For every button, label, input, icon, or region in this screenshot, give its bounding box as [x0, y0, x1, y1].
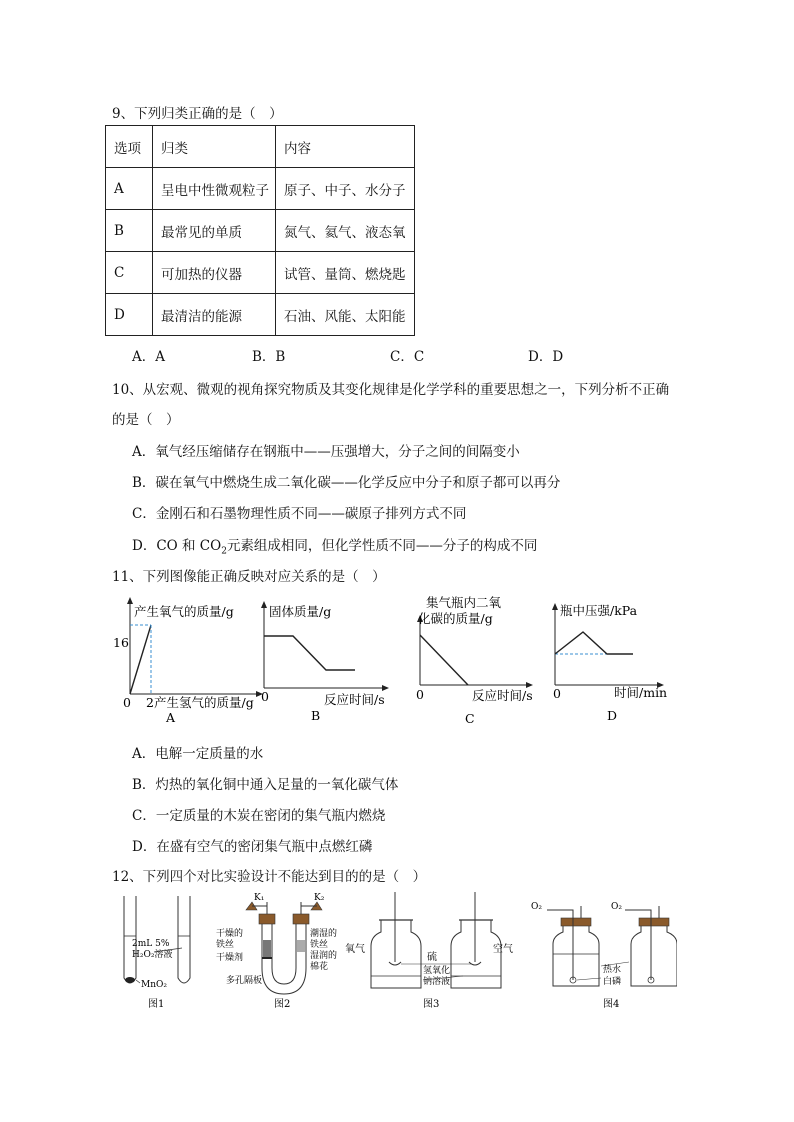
q10-option-b: B．碳在氧气中燃烧生成二氧化碳——化学反应中分子和原子都可以再分 [132, 475, 561, 491]
fig3-spoon-right [469, 962, 481, 965]
fig4-white-p: 白磷 [603, 977, 622, 987]
table-cell: 氮气、氦气、液态氧 [276, 210, 415, 252]
fig3-naoh-2: 钠溶液 [423, 977, 451, 987]
q11-option-a: A．电解一定质量的水 [132, 746, 264, 762]
graph-c-ylabel-1: 集气瓶内二氧 [426, 595, 502, 610]
table-row [106, 168, 415, 210]
fig2-u-tube-inner [272, 920, 296, 984]
q10-option-d-text-a: D．CO 和 CO [132, 538, 222, 554]
q9-option-a: A．A [132, 349, 165, 365]
fig2-k1: K₁ [254, 893, 265, 903]
graph-b-origin: 0 [261, 689, 269, 704]
fig4-hot-water: 热水 [603, 965, 622, 975]
fig3-oxygen: 氧气 [345, 944, 365, 955]
table-cell: 石油、风能、太阳能 [276, 294, 415, 336]
fig4-stopper-left [561, 918, 591, 926]
fig3-spoon-left [389, 962, 401, 965]
fig1-pointer-mno2 [136, 980, 140, 983]
q9-option-b: B．B [252, 349, 286, 365]
table-cell: 最清洁的能源 [153, 294, 276, 336]
table-cell: 原子、中子、水分子 [276, 168, 415, 210]
fig2-wet-cotton [297, 940, 305, 952]
fig1-mno2-powder [125, 977, 135, 983]
fig2-k2: K₂ [314, 893, 325, 903]
graph-d [547, 596, 672, 726]
graph-d-origin: 0 [553, 686, 561, 701]
graph-b-xlabel: 反应时间/s [324, 692, 385, 707]
q9-stem: 9、下列归类正确的是（ ） [112, 106, 283, 122]
graph-d-letter: D [607, 708, 618, 723]
q10-option-d [132, 534, 537, 557]
fig4-o2-left: O₂ [531, 902, 542, 912]
graph-c [412, 592, 547, 727]
graph-c-origin: 0 [416, 687, 424, 702]
fig3-bottle-left [371, 920, 421, 988]
table-cell: A [106, 168, 153, 210]
graph-a-x-tick: 2 [146, 695, 154, 710]
graph-a-letter: A [166, 710, 176, 725]
graph-d-line [555, 632, 633, 654]
graph-b-x-arrow [382, 685, 389, 691]
graph-b-y-arrow [261, 601, 267, 608]
fig3-sulfur: 硫 [427, 952, 437, 963]
table-header-cell: 归类 [153, 126, 276, 168]
table-cell: D [106, 294, 153, 336]
table-header-row [106, 126, 415, 168]
graph-b-ylabel: 固体质量/g [269, 604, 332, 619]
figure-4 [527, 892, 677, 1015]
fig2-desiccant [263, 940, 271, 958]
fig2-wet-wire-3: 湿润的 [310, 951, 338, 961]
table-cell: C [106, 252, 153, 294]
q10-option-c: C．金刚石和石墨物理性质不同——碳原子排列方式不同 [132, 506, 467, 522]
q10-option-d-sub: 2 [221, 546, 227, 557]
graph-c-line [420, 635, 468, 685]
fig1-test-tube-right [178, 896, 190, 983]
fig4-o2-right: O₂ [611, 902, 622, 912]
graph-a-origin: 0 [123, 695, 131, 710]
table-cell: 最常见的单质 [153, 210, 276, 252]
table-cell: 呈电中性微观粒子 [153, 168, 276, 210]
q11-option-c: C．一定质量的木炭在密闭的集气瓶内燃烧 [132, 808, 386, 824]
fig2-dry-wire-2: 铁丝 [216, 940, 235, 950]
q9-table [105, 125, 415, 336]
q10-option-d-text-b: 元素组成相同，但化学性质不同——分子的构成不同 [226, 538, 538, 554]
fig2-plate-label: 多孔隔板 [226, 976, 263, 986]
graph-b-letter: B [311, 708, 321, 723]
fig3-naoh-1: 氢氧化 [423, 966, 451, 976]
q11-stem: 11、下列图像能正确反映对应关系的是（ ） [112, 569, 386, 585]
table-header-cell: 选项 [106, 126, 153, 168]
fig1-label-1: 2mL 5% [132, 939, 170, 949]
fig2-wet-wire-4: 棉花 [310, 962, 329, 972]
graph-b-line [264, 636, 355, 670]
fig4-bottle-left [553, 924, 599, 986]
q9-option-d: D．D [528, 349, 564, 365]
graph-b [258, 596, 398, 726]
graph-c-xlabel: 反应时间/s [472, 688, 533, 703]
q10-option-a: A．氧气经压缩储存在钢瓶中——压强增大，分子之间的间隔变小 [132, 444, 520, 460]
table-cell: 试管、量筒、燃烧匙 [276, 252, 415, 294]
q11-option-b: B．灼热的氧化铜中通入足量的一氧化碳气体 [132, 777, 399, 793]
table-row [106, 210, 415, 252]
fig4-caption: 图4 [603, 999, 620, 1010]
fig1-mno2: MnO₂ [141, 980, 167, 990]
table-row [106, 294, 415, 336]
fig1-label-2: H₂O₂溶液 [132, 950, 173, 960]
graph-a [108, 596, 268, 726]
fig2-dry-wire-1: 干燥的 [216, 929, 244, 939]
fig4-stopper-right [639, 918, 669, 926]
fig4-bottle-right [631, 924, 677, 986]
fig2-stopper-left [259, 914, 275, 924]
figure-1 [112, 890, 207, 1015]
q9-option-c: C．C [390, 349, 425, 365]
table-row [106, 252, 415, 294]
q10-stem-line1: 10、从宏观、微观的视角探究物质及其变化规律是化学学科的重要思想之一，下列分析不正确 [112, 382, 670, 398]
fig2-stopper-right [293, 914, 309, 924]
graph-a-xlabel: 产生氢气的质量/g [154, 695, 254, 710]
graph-d-y-arrow [552, 603, 558, 610]
graph-a-y-tick: 16 [113, 635, 129, 650]
figure-2 [212, 890, 352, 1015]
table-header-cell: 内容 [276, 126, 415, 168]
graph-a-y-arrow [127, 597, 133, 604]
q11-option-d: D．在盛有空气的密闭集气瓶中点燃红磷 [132, 839, 373, 855]
fig3-caption: 图3 [423, 999, 440, 1010]
fig4-pointer-p [577, 978, 601, 980]
q12-stem: 12、下列四个对比实验设计不能达到目的的是（ ） [112, 869, 427, 885]
fig2-wet-wire-1: 潮湿的 [310, 929, 338, 939]
q10-stem-line2: 的是（ ） [112, 412, 180, 428]
fig2-caption: 图2 [274, 999, 291, 1010]
fig2-desiccant-label: 干燥剂 [216, 953, 244, 963]
graph-c-ylabel-2: 化碳的质量/g [418, 611, 493, 626]
graph-c-letter: C [465, 711, 475, 726]
fig1-caption: 图1 [148, 999, 165, 1010]
graph-d-xlabel: 时间/min [614, 685, 668, 700]
figure-3 [343, 890, 523, 1015]
table-cell: 可加热的仪器 [153, 252, 276, 294]
table-cell: B [106, 210, 153, 252]
fig2-wet-wire-2: 铁丝 [310, 940, 329, 950]
fig3-air: 空气 [493, 944, 513, 955]
graph-a-ylabel: 产生氧气的质量/g [134, 604, 234, 619]
graph-a-line [130, 625, 151, 694]
graph-d-ylabel: 瓶中压强/kPa [560, 603, 638, 618]
